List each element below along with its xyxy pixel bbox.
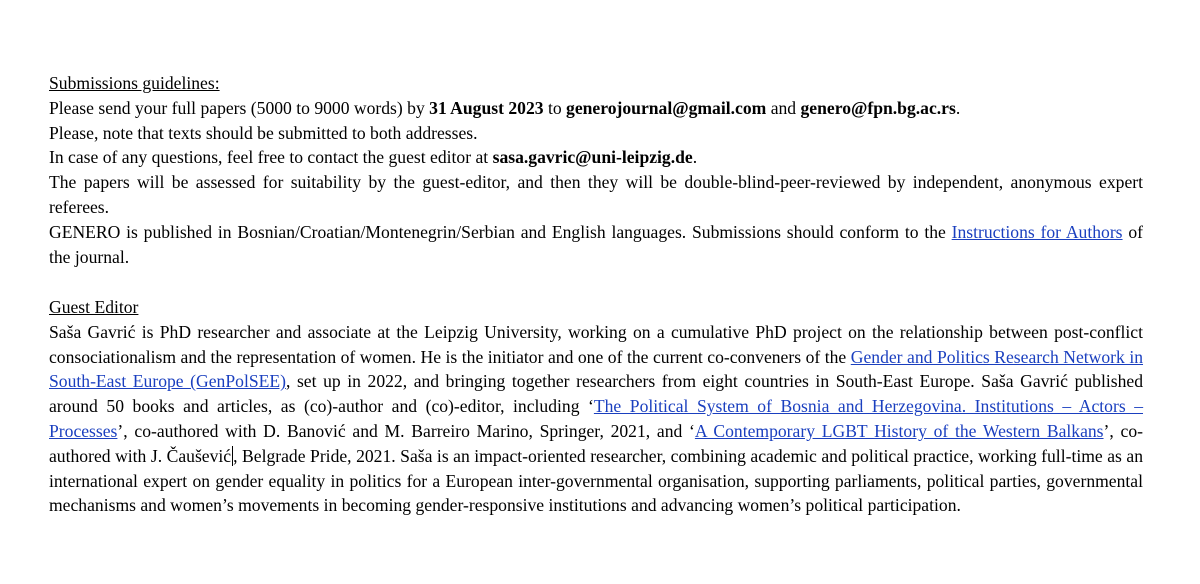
lgbt-history-book-link[interactable]: A Contemporary LGBT History of the Western Balkans xyxy=(694,420,1104,441)
instructions-for-authors-link[interactable]: Instructions for Authors xyxy=(951,221,1123,242)
contact-line xyxy=(49,145,1143,170)
genpolsee-network-link[interactable]: Gender and Politics Research Network in South-East Europe (GenPolSEE) xyxy=(49,346,1143,392)
submissions-heading: Submissions guidelines: xyxy=(49,73,220,93)
review-process-text: The papers will be assessed for suitability by the guest-editor, and then they will be double-blind-peer-reviewed by independent, anonymous expert referees. xyxy=(49,172,1143,217)
text-run: GENERO is published in Bosnian/Croatian/Montenegrin/Serbian and English languages. Submissions should conform to the xyxy=(49,221,952,242)
text-run: Saša Gavrić is PhD researcher and associate at the Leipzig University, working on a cumulative PhD project on the relationship between post-conflict consociationalism and the representation of women. He is the initiator and one of the current co-conveners of the xyxy=(49,321,1143,367)
political-system-book-link[interactable]: The Political System of Bosnia and Herzegovina. Institutions – Actors – Processes xyxy=(49,396,1143,441)
guest-editor-bio xyxy=(49,320,1143,518)
guest-editor-section xyxy=(49,295,1143,518)
submission-deadline-line xyxy=(49,96,1143,121)
text-run: ’, co-authored with D. Banović and M. Barreiro Marino, Springer, 2021, and ‘ xyxy=(117,420,695,441)
email-guest-editor: sasa.gavric@uni-leipzig.de xyxy=(492,147,693,168)
both-addresses-note: Please, note that texts should be submitted to both addresses. xyxy=(49,122,478,143)
text-run: In case of any questions, feel free to contact the guest editor at xyxy=(49,147,493,168)
text-run: , Belgrade Pride, 2021. Saša is an impact-oriented researcher, combining academic and political practice, working full-time as an international expert on gender equality in politics for a European inter-governmental organisation, supporting parliaments, political parties, governmental mechanisms and women’s movements in becoming gender-responsive institutions and advancing women’s political participation. xyxy=(49,445,1143,516)
text-run: . xyxy=(955,97,961,118)
guest-editor-heading: Guest Editor xyxy=(49,297,139,317)
email-genero-journal: generojournal@gmail.com xyxy=(566,97,767,118)
text-run: . xyxy=(692,147,698,168)
text-run: and xyxy=(766,97,801,118)
submissions-section xyxy=(49,71,1143,269)
text-run: ’, co-authored with J. Čaušević xyxy=(49,420,1143,466)
deadline-date: 31 August 2023 xyxy=(429,97,544,118)
text-run: of the journal. xyxy=(49,221,1143,267)
text-run: , set up in 2022, and bringing together researchers from eight countries in South-East Europe. Saša Gavrić published around 50 books and articles, as (co)-author and (co)-editor, including ‘ xyxy=(49,371,1143,417)
text-run: to xyxy=(543,97,567,118)
email-genero-fpn: genero@fpn.bg.ac.rs xyxy=(800,97,956,118)
languages-text xyxy=(49,220,1143,270)
text-run: Please send your full papers (5000 to 9000 words) by xyxy=(49,97,430,118)
